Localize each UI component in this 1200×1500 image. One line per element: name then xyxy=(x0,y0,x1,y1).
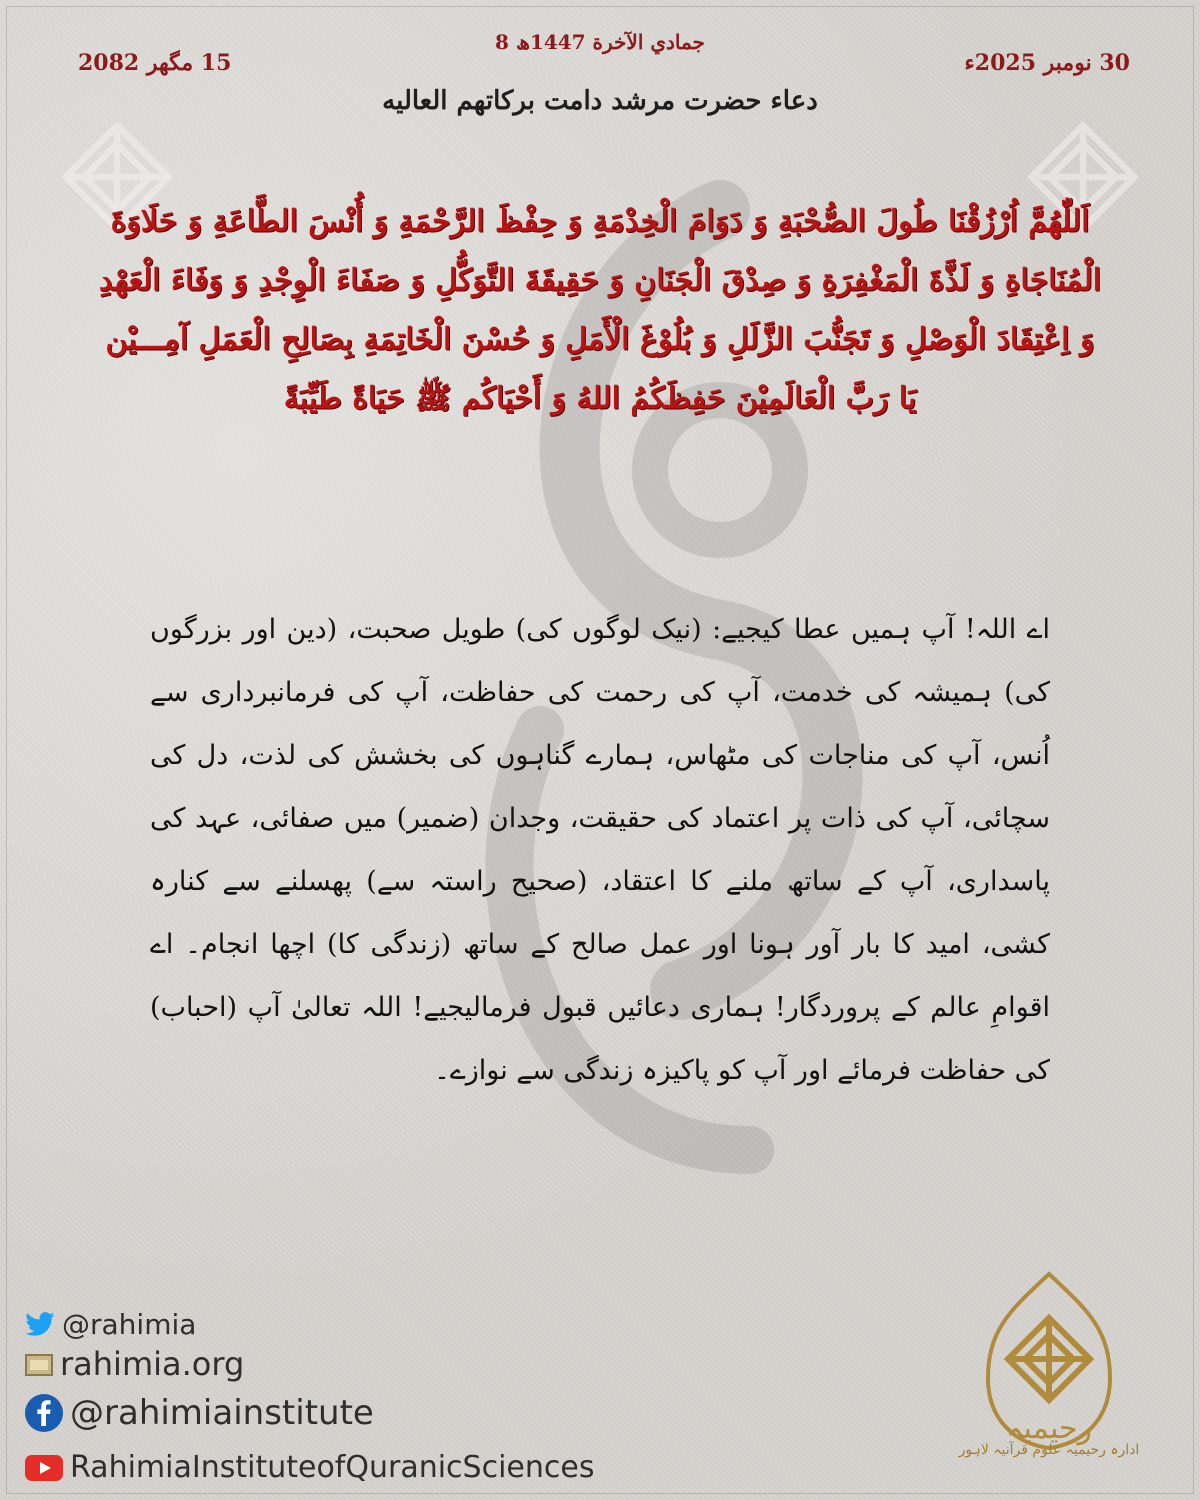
web-icon xyxy=(24,1351,54,1377)
twitter-icon xyxy=(24,1311,56,1339)
website-link[interactable] xyxy=(24,1345,244,1383)
bikrami-date: 15 مگھر 2082 xyxy=(78,50,232,76)
hijri-date: 8 جمادي الآخرة 1447ھ xyxy=(495,30,705,54)
youtube-icon xyxy=(24,1454,64,1482)
logo-caption: ادارہ رحیمیہ علوم قرآنیہ لاہور xyxy=(958,1442,1140,1458)
logo-name: رحیمیہ xyxy=(1005,1411,1093,1446)
youtube-link[interactable] xyxy=(24,1450,594,1485)
twitter-link[interactable] xyxy=(24,1308,196,1341)
twitter-handle: @rahimia xyxy=(62,1308,197,1341)
facebook-handle: @rahimiainstitute xyxy=(70,1393,374,1433)
facebook-link[interactable] xyxy=(24,1393,374,1433)
youtube-channel: RahimiaInstituteofQuranicSciences xyxy=(70,1450,595,1485)
gregorian-date: 30 نومبر 2025ء xyxy=(964,50,1130,76)
page-title: دعاء حضرت مرشد دامت برکاتهم العاليه xyxy=(382,86,818,116)
website-url: rahimia.org xyxy=(60,1345,245,1383)
facebook-icon xyxy=(24,1393,64,1433)
arabic-prayer-text: اَللّٰهُمَّ اُرْزُقْنَا طُولَ الصُّحْبَةِ وَ دَوَامَ الْخِدْمَةِ وَ حِفْظَ الرَّحْمَةِ وَ أُنْسَ الطَّاعَةِ وَ حَلَاوَةَ الْمُنَاجَاةِ وَ لَذَّةَ الْمَغْفِرَةِ وَ صِدْقَ الْجَنَانِ وَ حَقِيقَةَ التَّوَكُّلِ وَ صَفَاءَ الْوِجْدِ وَ وَفَاءَ الْعَهْدِ وَ اِعْتِقَادَ الْوَصْلِ وَ تَجَنُّبَ الزَّلَلِ وَ بُلُوْغَ الْأَمَلِ وَ حُسْنَ الْخَاتِمَةِ بِصَالِحِ الْعَمَلِ آمِـــيْن يَا رَبَّ الْعَالَمِيْنَ حَفِظَكُمُ اللهُ وَ أَحْيَاكُم ﷺ حَيَاةً طَيِّبَةً xyxy=(98,204,1102,416)
urdu-translation-text: اے اللہ! آپ ہمیں عطا کیجیے: (نیک لوگوں کی) طویل صحبت، (دین اور بزرگوں کی) ہمیشہ کی خدمت، آپ کی رحمت کی حفاظت، آپ کی فرمانبرداری سے اُنس، آپ کی مناجات کی مٹھاس، ہمارے گناہوں کی بخشش کی لذت، دل کی سچائی، آپ کی ذات پر اعتماد کی حقیقت، وجدان (ضمیر) میں صفائی، عہد کی پاسداری، آپ کے ساتھ ملنے کا اعتقاد، (صحیح راستہ سے) پھسلنے سے کنارہ کشی، امید کا بار آور ہونا اور عمل صالح کے ساتھ (زندگی کا) اچھا انجام۔ اے اقوامِ عالم کے پروردگار! ہماری دعائیں قبول فرمالیجیے! اللہ تعالیٰ آپ (احباب) کی حفاظت فرمائے اور آپ کو پاکیزہ زندگی سے نوازے۔ xyxy=(150,614,1050,1086)
